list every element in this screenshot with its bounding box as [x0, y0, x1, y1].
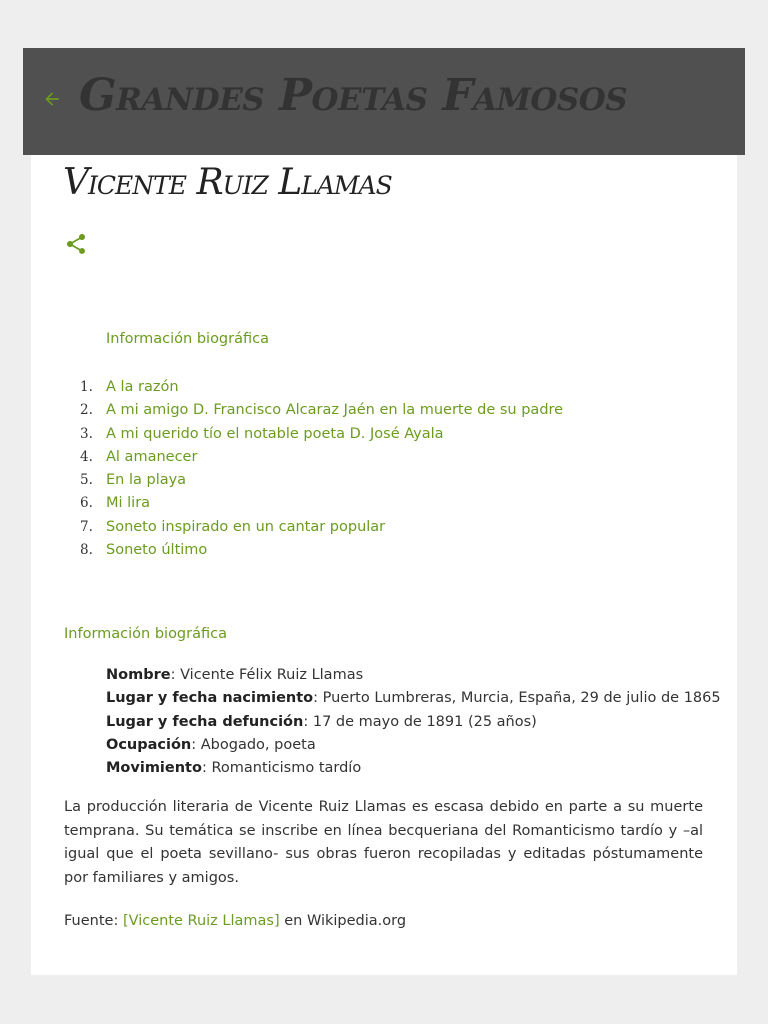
toc-item	[80, 423, 563, 446]
toc-item-number: 1.	[80, 379, 93, 395]
arrow-left-icon	[42, 89, 62, 109]
wikipedia-link[interactable]: [Vicente Ruiz Llamas]	[122, 913, 280, 929]
toc-link[interactable]: A la razón	[106, 379, 179, 395]
toc-item-number: 2.	[80, 402, 93, 419]
blog-header	[23, 48, 745, 155]
toc-item	[80, 492, 563, 515]
bio-label: Lugar y fecha defunción	[106, 713, 304, 730]
bio-value: : Abogado, poeta	[191, 736, 316, 753]
toc-link[interactable]: Soneto inspirado en un cantar popular	[106, 518, 386, 535]
toc-item-number: 3.	[80, 425, 93, 442]
bio-row-name	[106, 664, 721, 687]
toc-item	[80, 399, 563, 422]
toc-list	[80, 376, 563, 562]
toc-item-number: 6.	[80, 495, 93, 512]
bio-label: Nombre	[106, 667, 171, 683]
bio-row-birth	[106, 687, 721, 710]
bio-value: : 17 de mayo de 1891 (25 años)	[303, 713, 537, 730]
bio-section-heading: Información biográfica	[64, 626, 227, 642]
bio-paragraph: La producción literaria de Vicente Ruiz Llamas es escasa debido en parte a su muerte temprana. Su temática se inscribe en línea becqueriana del Romanticismo tardío y –al igual que el poeta sevillano- sus obras fueron recopiladas y editadas póstumamente por familiares y amigos.	[64, 799, 703, 886]
source-line	[64, 913, 406, 929]
bio-label: Movimiento	[106, 760, 202, 777]
toc-item-number: 4.	[80, 448, 93, 465]
toc-item-number: 8.	[80, 542, 93, 559]
bio-label: Ocupación	[106, 736, 192, 753]
bio-row-movement	[106, 757, 721, 780]
toc-link[interactable]: A mi querido tío el notable poeta D. José Ayala	[106, 425, 444, 442]
toc-link[interactable]: Mi lira	[106, 495, 151, 512]
toc-link[interactable]: Soneto último	[106, 542, 208, 559]
blog-title[interactable]: Grandes Poetas Famosos	[79, 70, 628, 121]
bio-value: : Puerto Lumbreras, Murcia, España, 29 de julio de 1865	[313, 690, 721, 707]
share-icon	[64, 232, 88, 256]
toc-item	[80, 376, 563, 399]
toc-item	[80, 469, 563, 492]
back-button[interactable]	[40, 87, 64, 111]
post-title: Vicente Ruiz Llamas	[63, 162, 392, 203]
toc-link[interactable]: A mi amigo D. Francisco Alcaraz Jaén en la muerte de su padre	[106, 402, 564, 419]
toc-item	[80, 446, 563, 469]
toc-item-number: 5.	[80, 472, 93, 489]
toc-item	[80, 539, 563, 562]
source-suffix: en Wikipedia.org	[279, 913, 407, 929]
bio-row-occupation	[106, 734, 721, 757]
bio-details	[106, 664, 721, 780]
toc-item	[80, 516, 563, 539]
toc-link[interactable]: Al amanecer	[106, 448, 198, 465]
source-prefix: Fuente:	[64, 913, 123, 929]
toc-bio-link[interactable]: Información biográfica	[106, 331, 269, 347]
bio-value: : Vicente Félix Ruiz Llamas	[170, 667, 364, 683]
bio-label: Lugar y fecha nacimiento	[106, 690, 314, 707]
toc-item-number: 7.	[80, 518, 93, 535]
share-button[interactable]	[64, 232, 88, 256]
toc-link[interactable]: En la playa	[106, 472, 187, 489]
bio-row-death	[106, 711, 721, 734]
bio-value: : Romanticismo tardío	[201, 760, 362, 777]
